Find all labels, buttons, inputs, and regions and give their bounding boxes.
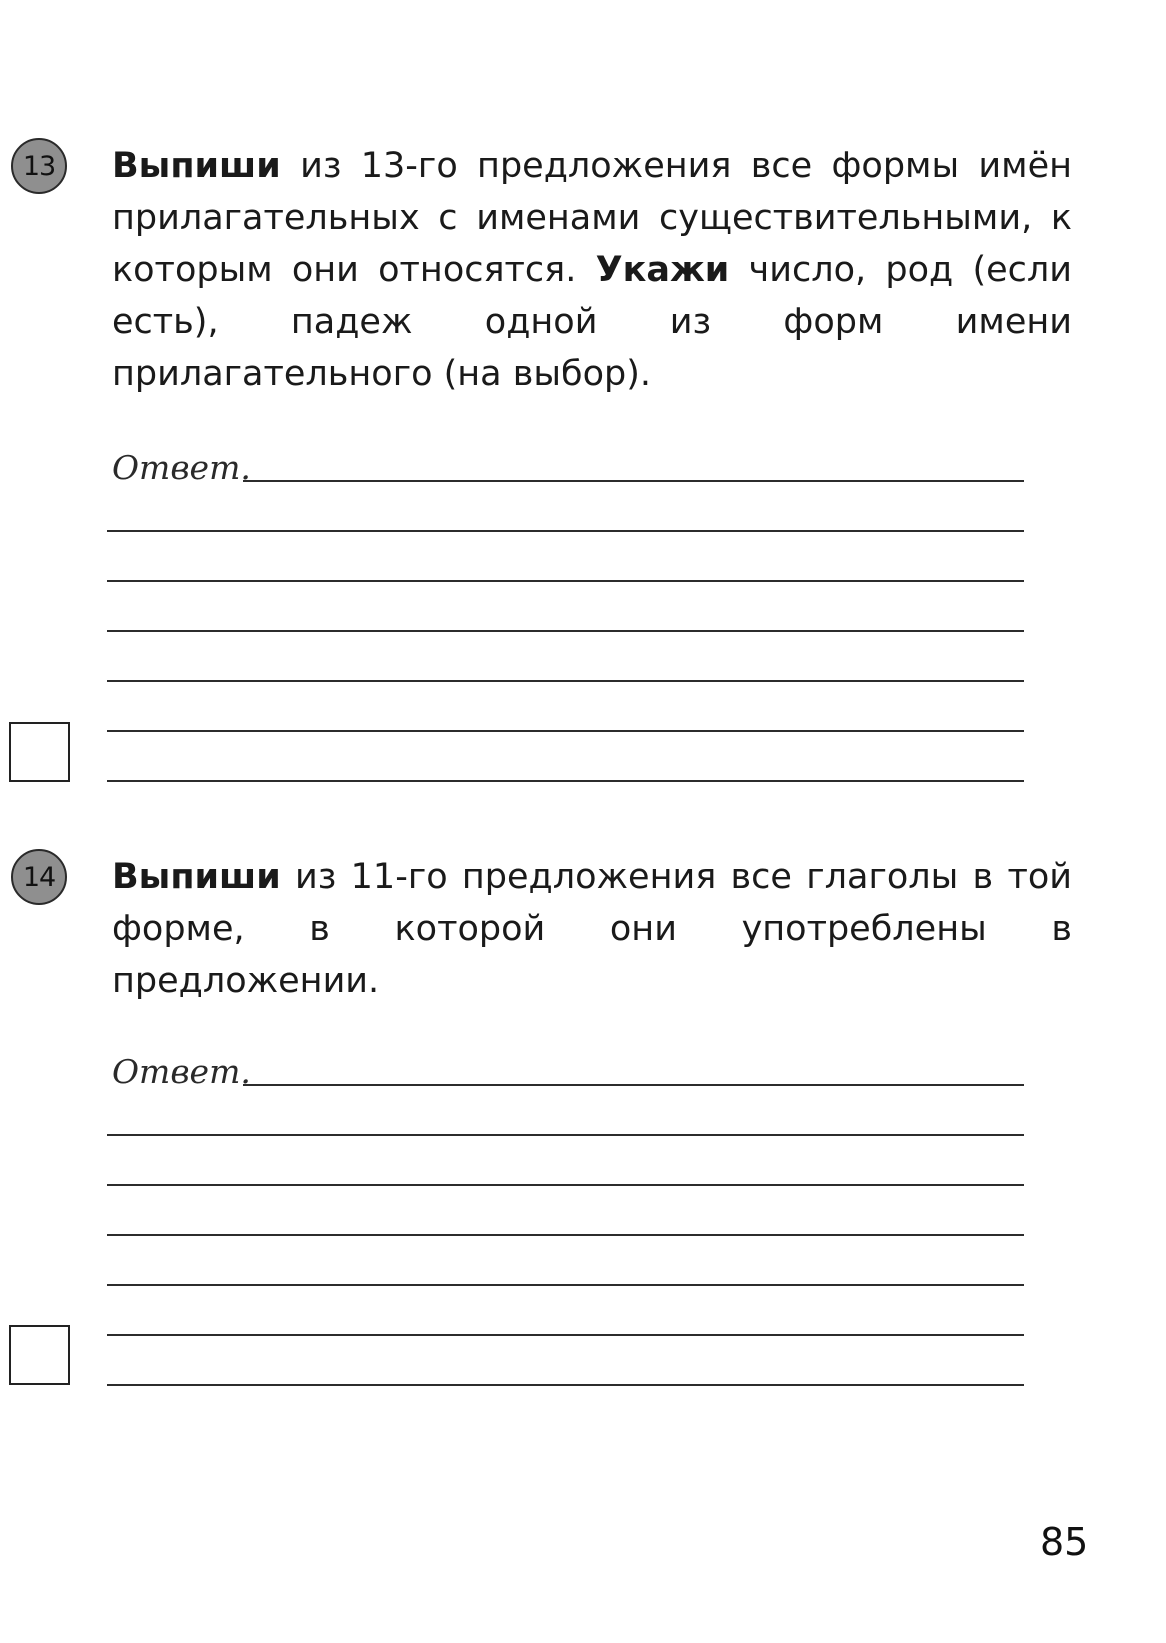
answer-line[interactable] (243, 480, 1024, 482)
task-number-badge: 13 (11, 138, 67, 194)
answer-line[interactable] (107, 1134, 1024, 1136)
answer-line[interactable] (243, 1084, 1024, 1086)
task-instruction (112, 851, 1072, 1007)
instruction-verb: Выпиши (112, 857, 281, 897)
instruction-text: число, род (если есть), падеж одной из форм имени прилагательного (на выбор). (112, 250, 1072, 394)
answer-line[interactable] (107, 730, 1024, 732)
score-box[interactable] (9, 1325, 70, 1385)
answer-line[interactable] (107, 680, 1024, 682)
answer-label: Ответ. (112, 448, 251, 487)
answer-line[interactable] (107, 1384, 1024, 1386)
instruction-text: из 13-го предложения все формы имён прилагательных с именами существительными, к которым они относятся. (112, 146, 1072, 290)
task-number-badge: 14 (11, 849, 67, 905)
answer-line[interactable] (107, 1284, 1024, 1286)
page-number: 85 (1040, 1520, 1089, 1564)
instruction-text: из 11-го предложения все глаголы в той форме, в которой они употреблены в предложении. (112, 857, 1072, 1001)
answer-line[interactable] (107, 630, 1024, 632)
answer-line[interactable] (107, 780, 1024, 782)
task-instruction (112, 140, 1072, 400)
instruction-verb: Выпиши (112, 146, 281, 186)
instruction-verb: Укажи (595, 250, 730, 290)
answer-line[interactable] (107, 1184, 1024, 1186)
answer-line[interactable] (107, 1334, 1024, 1336)
answer-line[interactable] (107, 580, 1024, 582)
answer-line[interactable] (107, 530, 1024, 532)
answer-label: Ответ. (112, 1052, 251, 1091)
score-box[interactable] (9, 722, 70, 782)
answer-line[interactable] (107, 1234, 1024, 1236)
